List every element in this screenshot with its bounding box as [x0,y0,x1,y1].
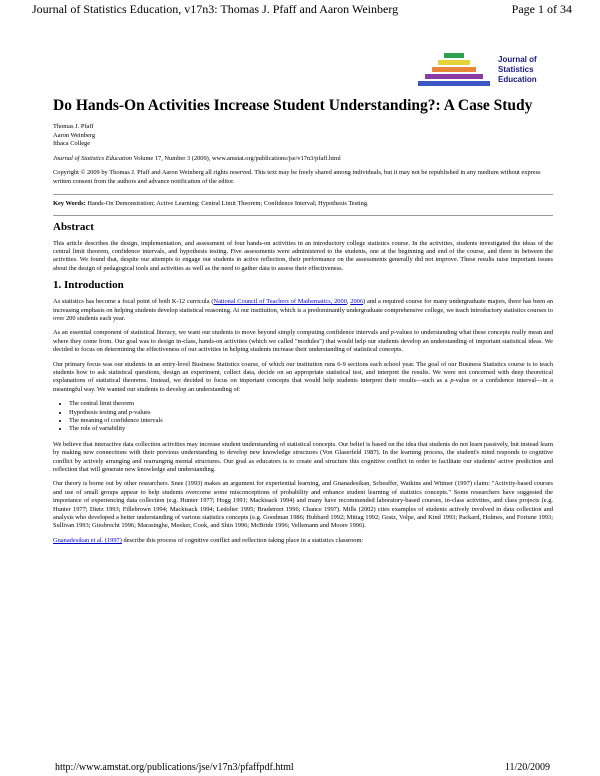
footer-date: 11/20/2009 [504,762,550,773]
running-header: Journal of Statistics Education, v17n3: Thomas J. Pfaff and Aaron Weinberg [32,2,399,16]
citation-line [53,155,553,164]
list-item: • The central limit theorem [69,400,553,408]
citation-link[interactable]: National Council of Teachers of Mathematics, 2000 [213,298,347,306]
intro-paragraph-3: Our primary focus was our students in an entry-level Business Statistics course, of which our institution runs 6-9 sections each school year. The goal of our Business Statistics course is to teach students how to ask statistical questions, design an experiment, collect data, decide on an appropriate statistical test, and interpret the results. We were not concerned with deep theoretical explanations of statistical theorems. Instead, we decided to focus on important concepts that would help students interpret their results—such as a p-value or a confidence interval—in a meaningful way. We wanted our students to develop an understanding of: [53,360,553,393]
intro-paragraph-2: As an essential component of statistical literacy, we want our students to move beyond simply computing confidence intervals and p-values to understanding what these concepts really mean and where they come from. Our goal was to design in-class, hands-on activities (which we called "modules") that would help our students develop an understanding of important statistical ideas. We decided to focus on determining the effectiveness of our activities in helping students increase their understanding of statistical concepts. [53,329,553,354]
logo-text: Journal of Statistics Education [498,55,537,84]
citation-link[interactable]: 2006 [350,298,364,306]
divider [53,194,553,195]
author-affiliation: Ithaca College [53,140,91,147]
divider [53,215,553,216]
concept-list [69,400,553,434]
intro-paragraph-1: As statistics has become a focal point of both K-12 curricula (National Council of Teachers of Mathematics, 2000, 2006) and a required course for many undergraduate majors, there has been an increasing emphasis on helping students develop statistical reasoning. At our institution, which is a predominantly undergraduate comprehensive college, we teach introductory statistics courses to over 200 students each year. [53,298,554,322]
intro-paragraph-5: Our theory is borne out by other researchers. Snee (1993) makes an argument for experiential learning, and Gnanadesikan, Scheaffer, Watkins and Witmer (1997) claim: "Activity-based courses and use of small groups appear to help students overcome some misconceptions of probability and enhance student learning of statistics concepts." Some researchers have suggested the importance of experiencing data collection (e.g. Hunter 1977; Hogg 1991; Mackisack 1994) and many have recommended laboratory-based courses, in-class activities, and class projects (e.g. Hunter 1977; Dietz 1993; Fillebrown 1994; Mackisack 1994; Ledolter 1995; Bradstreet 1996; Chance 1997). Mills (2002) cites examples of students actively involved in data collection and analysis who developed a better understanding of various statistics concepts (e.g. Goodman 1986; Hubbard 1992; Mittag 1992; Gratz, Volpe, and Kind 1993; Packard, Holmes, and Fortune 1993; Sullivan 1993; Giesbrecht 1996; Marasinghe, Meeker, Cook, and Shin 1996; McBride 1996; Vellemann and Moore 1996). [53,480,553,530]
citation-details: Volume 17, Number 3 (2009), www.amstat.org/publications/jse/v17n3/pfaff.html [132,154,341,162]
introduction-heading: 1. Introduction [53,279,124,292]
intro-paragraph-4: We believe that interactive data collection activities may increase student understanding of statistical concepts. Our belief is based on the idea that students do not learn passively, but instead learn by making new connections with their previous understanding to develop new knowledge structures (Von Glaserfeld 1987). In the learning process, the student's mind responds to cognitive conflict by actively arranging and rearranging mental structures. Our goal as educators is to create and structure this cognitive conflict in order to facilitate our students' active prediction and reflection that will generate new knowledge and understanding. [53,440,553,474]
author-name: Aaron Weinberg [53,131,96,139]
keywords-label: Key Words: [53,200,86,207]
abstract-heading: Abstract [53,220,94,233]
intro-paragraph-6: Gnanadesikan et al. (1997) describe this process of cognitive conflict and reflection taking place in a statistics classroom: [53,536,364,544]
keywords-text: Hands-On Demonstration; Active Learning; Central Limit Theorem; Confidence Interval; Hypothesis Testing. [85,200,369,207]
author-block [53,123,553,149]
list-item: • Hypothesis testing and p-values [69,409,553,417]
footer-url: http://www.amstat.org/publications/jse/v17n3/pfaffpdf.html [55,762,294,773]
page-number: Page 1 of 34 [511,2,572,16]
keywords-line [53,200,553,209]
list-item: • The role of variability [69,425,553,433]
journal-name: Journal of Statistics Education [53,154,132,162]
author-name: Thomas J. Pfaff [53,123,94,130]
citation-link[interactable]: Gnanadesikan et al. (1997) [53,536,122,544]
article-body [53,96,553,551]
abstract-text: This article describes the design, implementation, and assessment of four hands-on activities in an introductory college statistics course. In the activities, students investigated the ideas of the central limit theorem, confidence intervals, and hypothesis testing. Five assessments were administered to the students, one at the beginning and end of the course, and three in between the activities. We found that, despite our attempts to engage our students in active reflection, their performance on the assessments generally did not improve. These results raise important issues about the design of pedagogical tools and activities as well as the need to gather data to assess their effectiveness. [53,239,553,272]
logo-triangle-icon [414,50,494,90]
copyright-notice: Copyright © 2009 by Thomas J. Pfaff and Aaron Weinberg all rights reserved. This text may be freely shared among individuals, but it may not be republished in any medium without express written consent from the authors and advance notification of the editor. [53,169,541,185]
list-item: • The meaning of confidence intervals [69,417,553,425]
article-title: Do Hands-On Activities Increase Student Understanding?: A Case Study [53,97,533,114]
journal-logo[interactable] [414,50,554,90]
